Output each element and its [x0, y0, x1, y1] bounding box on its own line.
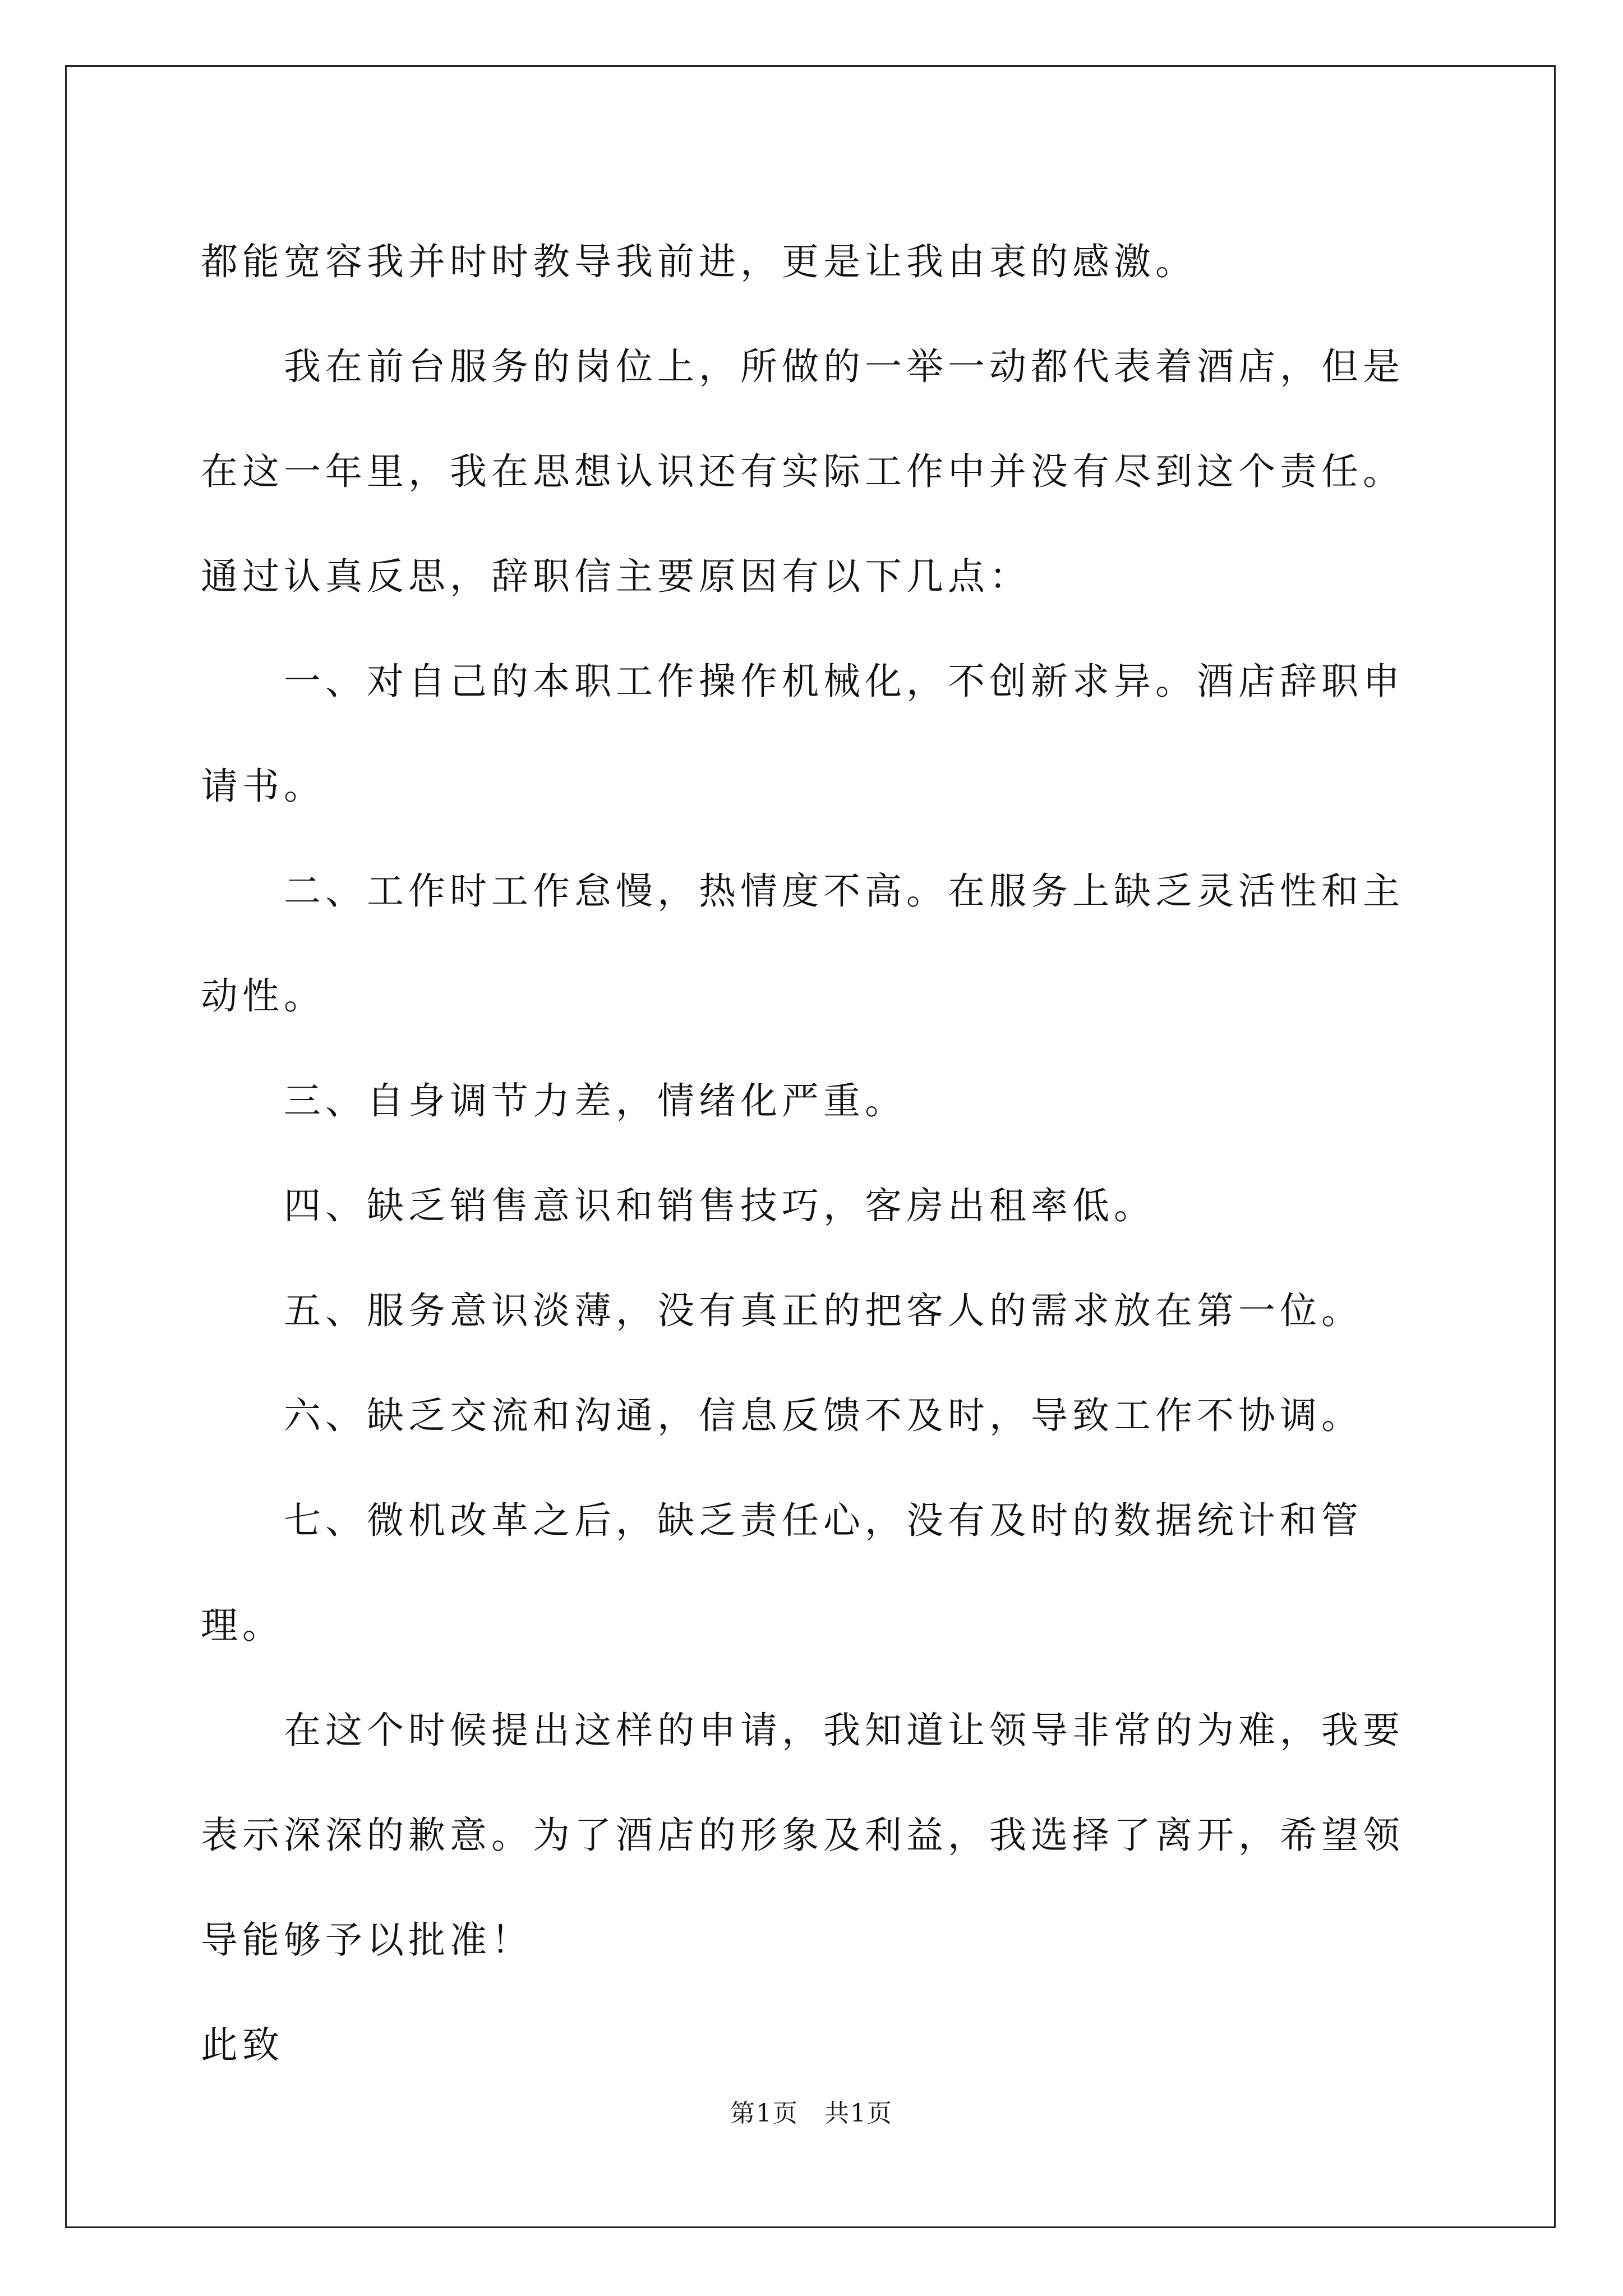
paragraph-5: 三、自身调节力差，情绪化严重。 — [284, 1079, 906, 1122]
paragraph-9: 七、微机改革之后，缺乏责任心，没有及时的数据统计和管理。 — [201, 1499, 1363, 1647]
paragraph-6: 四、缺乏销售意识和销售技巧，客房出租率低。 — [284, 1184, 1155, 1227]
paragraph-8: 六、缺乏交流和沟通，信息反馈不及时，导致工作不协调。 — [284, 1394, 1363, 1437]
paragraph-7: 五、服务意识淡薄，没有真正的把客人的需求放在第一位。 — [284, 1289, 1363, 1332]
paragraph-2: 我在前台服务的岗位上，所做的一举一动都代表着酒店，但是在这一年里，我在思想认识还有实际工作中并没有尽到这个责任。通过认真反思，辞职信主要原因有以下几点： — [201, 345, 1404, 598]
paragraph-4: 二、工作时工作怠慢，热情度不高。在服务上缺乏灵活性和主动性。 — [201, 869, 1404, 1018]
paragraph-10: 在这个时候提出这样的申请，我知道让领导非常的为难，我要表示深深的歉意。为了酒店的形象及利益，我选择了离开，希望领导能够予以批准！ — [201, 1709, 1404, 1962]
closing-salutation: 此致 — [201, 2023, 284, 2067]
paragraph-1: 都能宽容我并时时教导我前进，更是让我由衷的感激。 — [201, 240, 1197, 283]
paragraph-3: 一、对自己的本职工作操作机械化，不创新求异。酒店辞职申请书。 — [201, 660, 1404, 808]
document-body — [201, 209, 1432, 2097]
page-number-footer: 第1页 共1页 — [730, 2099, 893, 2128]
